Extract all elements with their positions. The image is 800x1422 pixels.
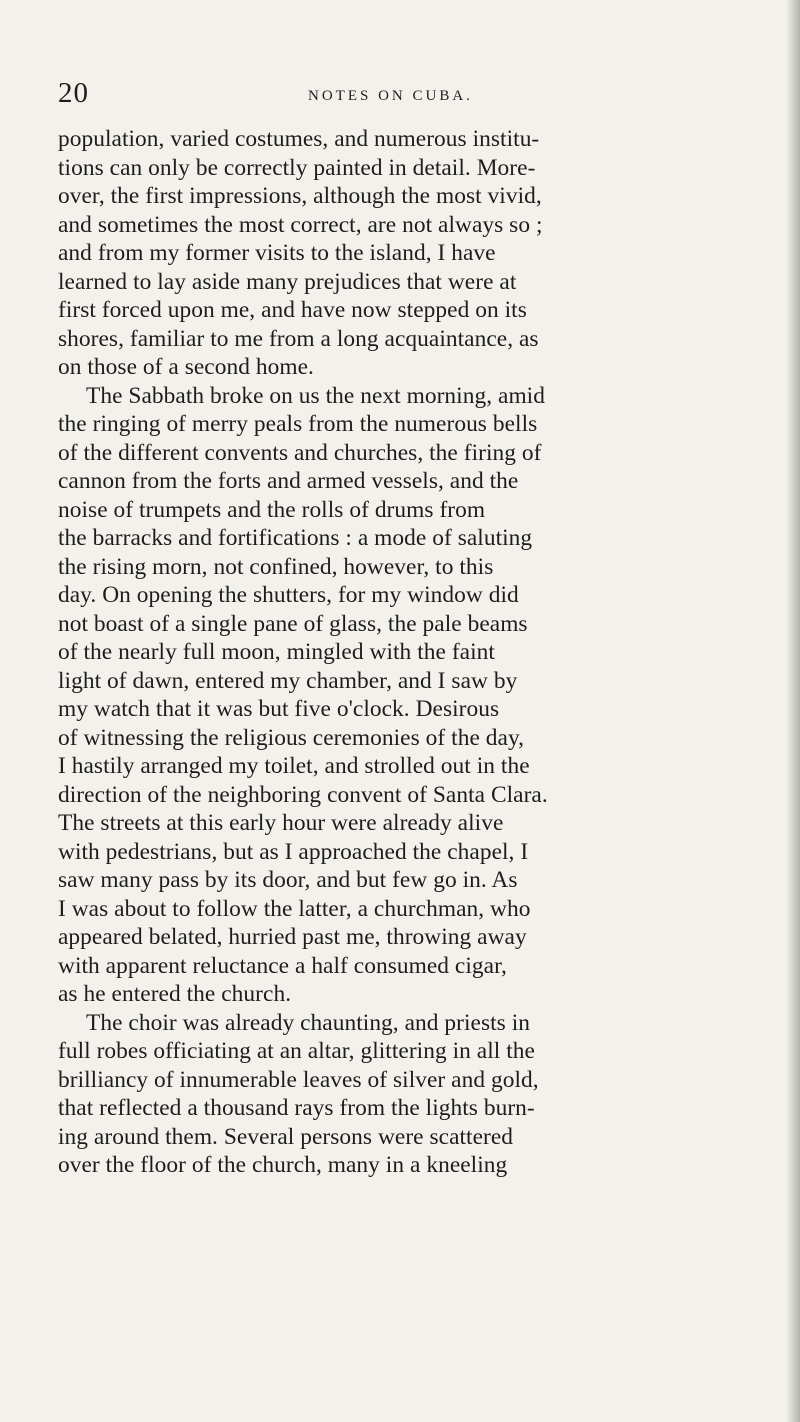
text-line: with pedestrians, but as I approached the chapel, I — [58, 838, 529, 865]
text-line: direction of the neighboring convent of Santa Clara. — [58, 781, 548, 808]
text-line: ing around them. Several persons were scattered — [58, 1123, 514, 1150]
text-line: not boast of a single pane of glass, the pale beams — [58, 610, 528, 637]
paragraph — [58, 1009, 758, 1180]
text-line: I was about to follow the latter, a churchman, who — [58, 895, 531, 922]
text-line: my watch that it was but five o'clock. Desirous — [58, 696, 500, 722]
running-title: NOTES ON CUBA. — [308, 88, 473, 104]
text-line: of the different convents and churches, the firing of — [58, 439, 542, 466]
text-line: brilliancy of innumerable leaves of silver and gold, — [58, 1066, 539, 1093]
text-line: and from my former visits to the island, I have — [58, 240, 496, 266]
text-line: with apparent reluctance a half consumed cigar, — [58, 952, 507, 979]
page-edge-shadow — [786, 0, 800, 1422]
text-line: and sometimes the most correct, are not always so ; — [58, 211, 543, 238]
text-line: over, the first impressions, although the most vivid, — [58, 183, 542, 209]
text-line: I hastily arranged my toilet, and strolled out in the — [58, 753, 530, 779]
text-line: shores, familiar to me from a long acquaintance, as — [58, 325, 539, 352]
text-line: the rising morn, not confined, however, to this — [58, 553, 494, 580]
text-line: noise of trumpets and the rolls of drums from — [58, 496, 486, 523]
text-line: learned to lay aside many prejudices that were at — [58, 268, 517, 295]
text-line: first forced upon me, and have now stepped on its — [58, 297, 527, 323]
text-line: on those of a second home. — [58, 354, 314, 380]
text-line: tions can only be correctly painted in detail. More- — [58, 154, 536, 181]
page-number: 20 — [58, 77, 89, 109]
text-line: The streets at this early hour were already alive — [58, 810, 504, 836]
text-line: full robes officiating at an altar, glittering in all the — [58, 1038, 535, 1064]
text-line: cannon from the forts and armed vessels, and the — [58, 468, 519, 494]
text-line: the barracks and fortifications : a mode of saluting — [58, 525, 533, 551]
text-line: of witnessing the religious ceremonies of the day, — [58, 724, 525, 751]
text-line: day. On opening the shutters, for my window did — [58, 582, 519, 608]
text-line: population, varied costumes, and numerous institu- — [58, 126, 540, 152]
text-line: saw many pass by its door, and but few go in. As — [58, 867, 518, 893]
text-line: The choir was already chaunting, and priests in — [86, 1009, 531, 1036]
text-line: over the floor of the church, many in a kneeling — [58, 1152, 508, 1178]
text-line: of the nearly full moon, mingled with the faint — [58, 639, 495, 665]
text-line: light of dawn, entered my chamber, and I saw by — [58, 667, 518, 694]
paragraph — [58, 125, 758, 382]
text-line: as he entered the church. — [58, 981, 292, 1007]
text-line: appeared belated, hurried past me, throwing away — [58, 924, 527, 950]
paragraph — [58, 382, 758, 1009]
text-line: the ringing of merry peals from the numerous bells — [58, 411, 538, 437]
body-text — [58, 125, 758, 1180]
running-head — [58, 76, 748, 116]
text-line: The Sabbath broke on us the next morning, amid — [86, 382, 545, 409]
text-line: that reflected a thousand rays from the lights burn- — [58, 1095, 535, 1121]
